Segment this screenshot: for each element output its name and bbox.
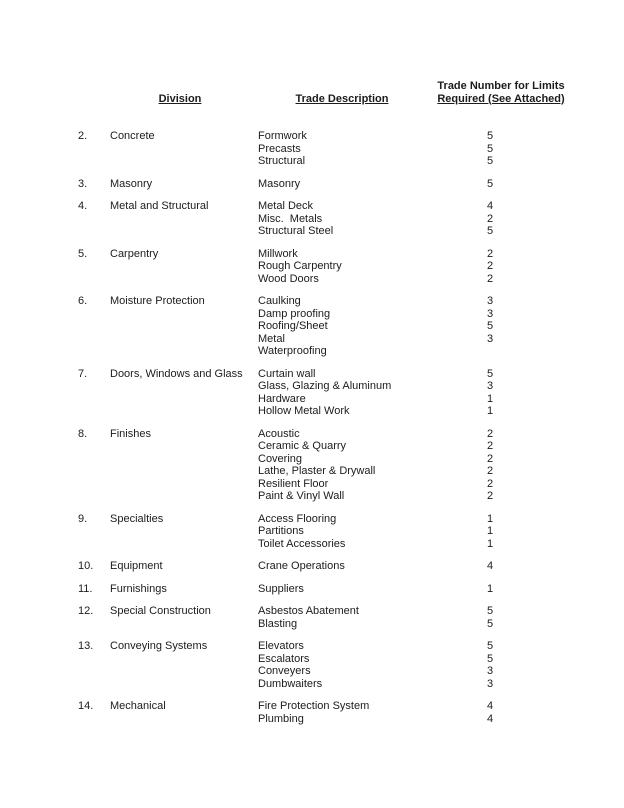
- division-group: [0, 295, 624, 358]
- trade-description: Suppliers: [258, 582, 304, 595]
- division-group: [0, 560, 624, 573]
- trade-row: [258, 260, 624, 273]
- trade-row: [258, 225, 624, 238]
- trade-description: Misc. Metals: [258, 212, 323, 225]
- trade-limit-value: 1: [486, 525, 494, 537]
- trade-row: [258, 333, 624, 346]
- trade-limit-value: 1: [486, 392, 494, 405]
- trade-description: Asbestos Abatement: [258, 605, 359, 617]
- trade-description: Formwork: [258, 130, 307, 142]
- trade-row: [258, 605, 624, 618]
- division-number: 13.: [78, 640, 94, 652]
- division-name: Doors, Windows and Glass: [110, 367, 243, 380]
- trade-description: Conveyers: [258, 665, 311, 677]
- trade-limit-value: 5: [486, 640, 494, 652]
- trade-limit-value: 2: [486, 452, 494, 465]
- column-header-trade-description: Trade Description: [295, 93, 389, 105]
- trade-list: [258, 178, 624, 191]
- trade-description: Caulking: [258, 295, 301, 307]
- trade-description: Partitions: [258, 525, 304, 537]
- division-name: Carpentry: [110, 247, 159, 260]
- trade-description: Fire Protection System: [258, 700, 370, 712]
- division-group: [0, 248, 624, 286]
- trade-limit-value: 5: [486, 367, 494, 380]
- trade-description: Hollow Metal Work: [258, 405, 350, 417]
- trade-list: [258, 200, 624, 238]
- trade-limit-value: 3: [486, 677, 494, 690]
- trade-row: [258, 393, 624, 406]
- trade-description: Curtain wall: [258, 367, 316, 380]
- trade-row: [258, 465, 624, 478]
- trade-row: [258, 143, 624, 156]
- trade-description: Acoustic: [258, 427, 300, 440]
- trade-description: Wood Doors: [258, 272, 319, 285]
- trade-description: Ceramic & Quarry: [258, 440, 347, 452]
- trade-description: Toilet Accessories: [258, 537, 346, 550]
- trade-description: Blasting: [258, 617, 298, 630]
- trade-row: [258, 273, 624, 286]
- trade-row: [258, 583, 624, 596]
- division-name: Special Construction: [110, 605, 211, 617]
- division-number: 8.: [78, 427, 88, 440]
- trade-limit-value: 4: [486, 712, 494, 725]
- division-number: 10.: [78, 560, 94, 572]
- division-number: 11.: [78, 582, 93, 595]
- division-group: [0, 700, 624, 725]
- trade-description: Precasts: [258, 142, 301, 155]
- trade-limit-value: 5: [486, 155, 494, 167]
- division-name: Conveying Systems: [110, 640, 208, 652]
- trade-limit-value: 5: [486, 320, 494, 332]
- division-name: Equipment: [110, 560, 163, 572]
- trade-row: [258, 248, 624, 261]
- division-group: [0, 605, 624, 630]
- trade-list: [258, 513, 624, 551]
- trade-description: Glass, Glazing & Aluminum: [258, 380, 392, 392]
- trade-row: [258, 618, 624, 631]
- trade-limit-value: [460, 345, 520, 358]
- trade-limit-value: 2: [486, 477, 494, 490]
- trade-row: [258, 200, 624, 213]
- trade-limit-value: 5: [486, 142, 494, 155]
- trade-limit-value: 2: [486, 465, 494, 477]
- trade-limit-value: 4: [486, 200, 494, 212]
- trade-limit-value: 1: [486, 582, 494, 595]
- trade-row: [258, 640, 624, 653]
- trade-row: [258, 178, 624, 191]
- trade-row: [258, 130, 624, 143]
- trade-list: [258, 700, 624, 725]
- division-number: 5.: [78, 247, 88, 260]
- division-name: Specialties: [110, 512, 164, 525]
- trade-limit-value: 2: [486, 260, 494, 272]
- trade-limit-value: 3: [486, 665, 494, 677]
- trade-row: [258, 295, 624, 308]
- division-number: 6.: [78, 295, 88, 307]
- trade-description: Dumbwaiters: [258, 677, 323, 690]
- column-header-trade-number-line1: Trade Number for Limits: [437, 80, 565, 92]
- trade-limit-value: 1: [486, 405, 494, 417]
- division-group: [0, 640, 624, 690]
- trade-description: Masonry: [258, 177, 301, 190]
- trade-row: [258, 490, 624, 503]
- trade-list: [258, 248, 624, 286]
- trade-description: Damp proofing: [258, 307, 331, 320]
- trade-description: Structural Steel: [258, 225, 334, 237]
- trade-description: Waterproofing: [258, 345, 327, 357]
- division-group: [0, 428, 624, 503]
- trade-list: [258, 295, 624, 358]
- trade-description: Metal Deck: [258, 200, 314, 212]
- trade-list: [258, 428, 624, 503]
- division-name: Concrete: [110, 130, 155, 142]
- trade-row: [258, 700, 624, 713]
- trade-row: [258, 513, 624, 526]
- trade-row: [258, 368, 624, 381]
- trade-limit-value: 4: [486, 700, 494, 712]
- trade-limit-value: 5: [486, 605, 494, 617]
- trade-description: Resilient Floor: [258, 477, 329, 490]
- division-group: [0, 513, 624, 551]
- trade-list: [258, 560, 624, 573]
- division-group: [0, 583, 624, 596]
- trade-description: Lathe, Plaster & Drywall: [258, 465, 376, 477]
- trade-list: [258, 605, 624, 630]
- division-name: Finishes: [110, 427, 151, 440]
- division-group: [0, 368, 624, 418]
- column-header-division: Division: [158, 93, 202, 105]
- trade-list: [258, 640, 624, 690]
- trade-description: Hardware: [258, 392, 306, 405]
- trade-row: [258, 653, 624, 666]
- division-name: Mechanical: [110, 700, 166, 712]
- division-number: 2.: [78, 130, 88, 142]
- trade-description: Roofing/Sheet: [258, 320, 328, 332]
- trade-row: [258, 453, 624, 466]
- trade-limit-value: 2: [486, 440, 494, 452]
- trade-limit-value: 2: [486, 427, 494, 440]
- trade-row: [258, 713, 624, 726]
- trade-limit-value: 5: [486, 652, 494, 665]
- trade-description: Rough Carpentry: [258, 260, 342, 272]
- division-name: Furnishings: [110, 582, 167, 595]
- trade-description: Escalators: [258, 652, 310, 665]
- trade-list: [258, 583, 624, 596]
- trade-row: [258, 478, 624, 491]
- trade-description: Elevators: [258, 640, 304, 652]
- trade-row: [258, 155, 624, 168]
- trade-row: [258, 213, 624, 226]
- division-number: 12.: [78, 605, 94, 617]
- division-group: [0, 200, 624, 238]
- trade-row: [258, 428, 624, 441]
- trade-row: [258, 538, 624, 551]
- trade-limit-value: 3: [486, 380, 494, 392]
- trade-description: Structural: [258, 155, 306, 167]
- division-number: 4.: [78, 200, 88, 212]
- trade-row: [258, 678, 624, 691]
- trade-row: [258, 665, 624, 678]
- division-group: [0, 130, 624, 168]
- trade-row: [258, 308, 624, 321]
- trade-limit-value: 3: [486, 332, 494, 345]
- trade-limit-value: 2: [486, 247, 494, 260]
- trade-limit-value: 3: [486, 307, 494, 320]
- trade-limit-value: 5: [486, 225, 494, 237]
- division-number: 3.: [78, 177, 88, 190]
- trade-row: [258, 345, 624, 358]
- trade-list: [258, 130, 624, 168]
- trade-limit-value: 3: [486, 295, 494, 307]
- column-header-trade-number-line2: Required (See Attached): [437, 92, 565, 105]
- division-name: Moisture Protection: [110, 295, 205, 307]
- trade-description: Access Flooring: [258, 512, 337, 525]
- trade-row: [258, 405, 624, 418]
- trade-limit-value: 5: [486, 177, 494, 190]
- division-number: 9.: [78, 512, 88, 525]
- trade-row: [258, 320, 624, 333]
- trade-description: Crane Operations: [258, 560, 345, 572]
- trade-row: [258, 525, 624, 538]
- trade-limit-value: 2: [486, 490, 494, 502]
- division-group: [0, 178, 624, 191]
- division-name: Masonry: [110, 177, 153, 190]
- trade-description: Metal: [258, 332, 285, 345]
- trade-limit-value: 5: [486, 617, 494, 630]
- trade-description: Millwork: [258, 247, 298, 260]
- trade-list: [258, 368, 624, 418]
- division-number: 7.: [78, 367, 88, 380]
- trade-description: Paint & Vinyl Wall: [258, 490, 345, 502]
- trade-limit-value: 5: [486, 130, 494, 142]
- trade-description: Plumbing: [258, 712, 304, 725]
- table-body: [0, 130, 624, 735]
- trade-limit-value: 1: [486, 537, 494, 550]
- division-name: Metal and Structural: [110, 200, 209, 212]
- column-header-trade-number: [430, 80, 572, 105]
- trade-row: [258, 380, 624, 393]
- trade-limit-value: 2: [486, 212, 494, 225]
- trade-limit-value: 4: [486, 560, 494, 572]
- trade-row: [258, 560, 624, 573]
- table-header: [0, 80, 624, 126]
- trade-description: Covering: [258, 452, 303, 465]
- trade-limit-value: 2: [486, 272, 494, 285]
- division-number: 14.: [78, 700, 94, 712]
- trade-limit-value: 1: [486, 512, 494, 525]
- trade-row: [258, 440, 624, 453]
